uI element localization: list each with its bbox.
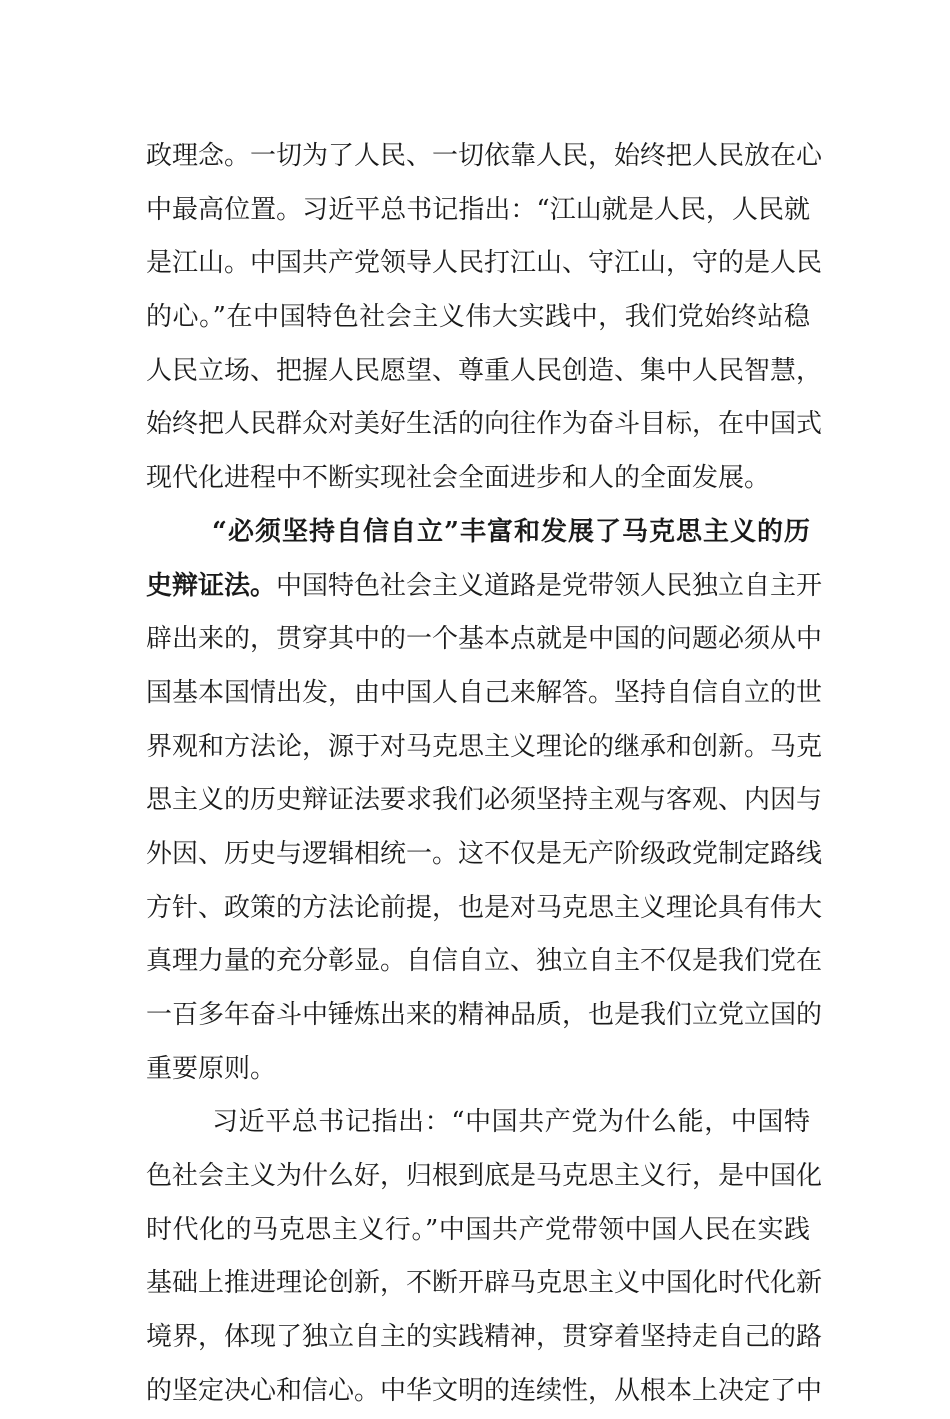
section-heading-end: 史辩证法。 [146, 570, 277, 601]
text-line: 基础上推进理论创新，不断开辟马克思主义中国化时代化新 [146, 1268, 823, 1299]
text-line: 中最高位置。习近平总书记指出：“江山就是人民，人民就 [146, 194, 810, 225]
text-line: 现代化进程中不断实现社会全面进步和人的全面发展。 [146, 463, 771, 494]
text-line: 思主义的历史辩证法要求我们必须坚持主观与客观、内因与 [146, 785, 823, 816]
text-line: 方针、政策的方法论前提，也是对马克思主义理论具有伟大 [146, 892, 823, 923]
text-line: 辟出来的，贯穿其中的一个基本点就是中国的问题必须从中 [146, 624, 823, 655]
body-text [146, 130, 823, 1419]
text-line: 真理力量的充分彰显。自信自立、独立自主不仅是我们党在 [146, 946, 823, 977]
text-line: 外因、历史与逻辑相统一。这不仅是无产阶级政党制定路线 [146, 838, 823, 869]
text-line [146, 560, 823, 614]
text-line: 人民立场、把握人民愿望、尊重人民创造、集中人民智慧， [146, 355, 823, 386]
text-line: 重要原则。 [146, 1053, 277, 1084]
paragraph-1 [146, 130, 823, 506]
text-line: 一百多年奋斗中锤炼出来的精神品质，也是我们立党立国的 [146, 1000, 823, 1030]
paragraph-3 [146, 1096, 823, 1418]
paragraph-2 [146, 506, 823, 1097]
text-run: 中国特色社会主义道路是党带领人民独立自主开 [276, 570, 823, 601]
text-line: 习近平总书记指出：“中国共产党为什么能，中国特 [212, 1107, 810, 1138]
text-line: 始终把人民群众对美好生活的向往作为奋斗目标，在中国式 [146, 409, 823, 440]
text-line: 时代化的马克思主义行。”中国共产党带领中国人民在实践 [146, 1214, 810, 1245]
text-line: 境界，体现了独立自主的实践精神，贯穿着坚持走自己的路 [146, 1322, 823, 1353]
text-line: 国基本国情出发，由中国人自己来解答。坚持自信自立的世 [146, 677, 823, 708]
text-line: 政理念。一切为了人民、一切依靠人民，始终把人民放在心 [146, 141, 823, 171]
text-line: 的坚定决心和信心。中华文明的连续性，从根本上决定了中 [146, 1375, 823, 1406]
text-line: 色社会主义为什么好，归根到底是马克思主义行，是中国化 [146, 1161, 823, 1192]
text-line: 是江山。中国共产党领导人民打江山、守江山，守的是人民 [146, 248, 823, 279]
section-heading-line: “必须坚持自信自立”丰富和发展了马克思主义的历 [212, 516, 810, 547]
text-line: 界观和方法论，源于对马克思主义理论的继承和创新。马克 [146, 731, 823, 762]
text-line: 的心。”在中国特色社会主义伟大实践中，我们党始终站稳 [146, 302, 810, 333]
